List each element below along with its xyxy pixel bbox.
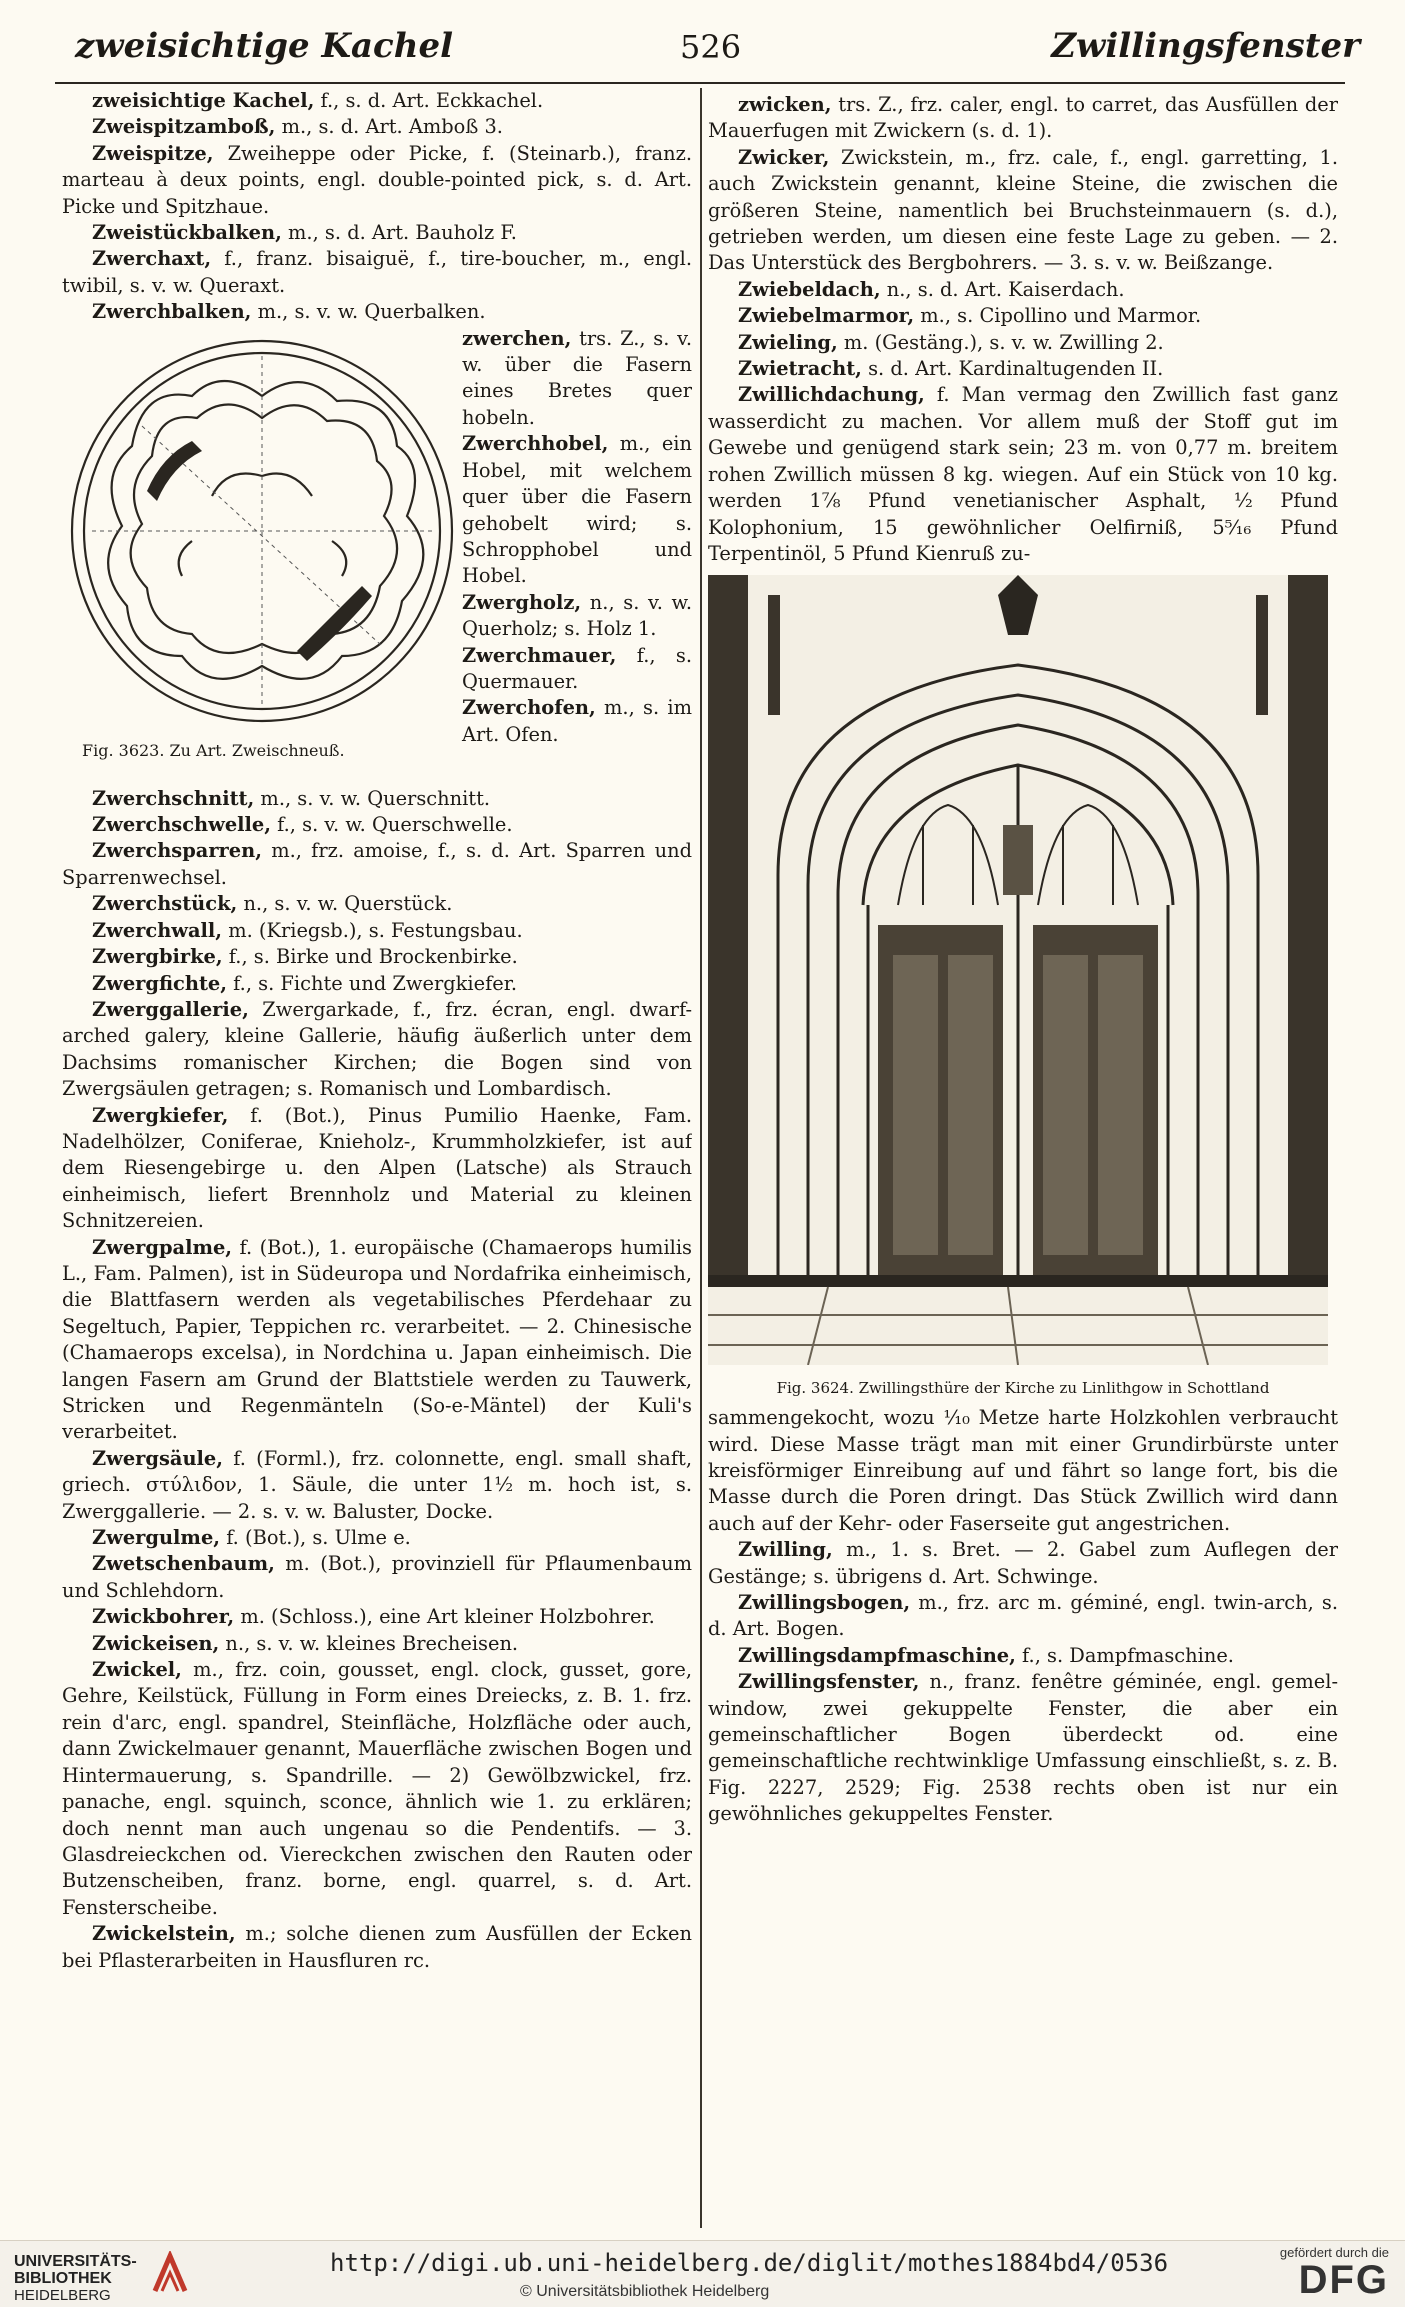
dictionary-entry <box>62 299 692 325</box>
entry-text: f., s. Fichte und Zwergkiefer. <box>227 971 518 995</box>
dictionary-entry <box>708 1405 1338 1537</box>
dictionary-entry <box>62 1446 692 1525</box>
entry-text: m., 1. s. Bret. — 2. Gabel zum Auflegen der Gestänge; s. übrigens d. Art. Schwinge. <box>708 1538 1338 1588</box>
twin-door-engraving <box>708 575 1328 1365</box>
entry-text: n., s. d. Art. Kaiserdach. <box>880 277 1125 301</box>
entry-text: n., franz. fenêtre géminée, engl. gemel-window, zwei gekuppelte Fenster, die aber ein gemeinschaftlicher Bogen überdeckt od. eine gemeinschaftliche rechtwinklige Umfassung einschließt, s. z. B. Fig. 2227, 2529; Fig. 2538 rechts oben ist nur ein gewöhnliches gekuppeltes Fenster. <box>708 1670 1338 1826</box>
entry-headword: Zwietracht, <box>738 357 862 381</box>
entry-headword: Zwetschenbaum, <box>92 1552 275 1576</box>
library-line-1: UNIVERSITÄTS- <box>14 2253 137 2270</box>
entry-headword: Zweistückbalken, <box>92 221 282 245</box>
entry-text: m., s. im Art. Ofen. <box>462 696 692 746</box>
entry-text: sammengekocht, wozu ¹⁄₁₀ Metze harte Holzkohlen verbraucht wird. Diese Masse trägt man mit einer Grundirbürste unter kreisförmiger Einreibung auf und fährt so lange fort, bis die Masse durch die Poren dringt. Das Stück Zwillich wird dann auch auf der Kehr- oder Faserseite gut angestrichen. <box>708 1406 1338 1535</box>
entry-text: n., s. v. w. Querstück. <box>237 892 453 916</box>
entry-headword: Zwiebeldach, <box>738 277 881 301</box>
entry-headword: Zwergsäule, <box>92 1446 223 1470</box>
dictionary-entry <box>708 1537 1338 1590</box>
entry-text: m., s. v. w. Querschnitt. <box>254 786 491 810</box>
dictionary-entry <box>62 891 692 917</box>
entry-headword: zwerchen, <box>462 326 572 350</box>
entry-headword: Zwerggallerie, <box>92 997 249 1021</box>
dictionary-entry <box>708 145 1338 277</box>
entry-text: m., frz. amoise, f., s. d. Art. Sparren und Sparrenwechsel. <box>62 839 692 889</box>
dictionary-entry <box>708 1643 1338 1669</box>
entry-headword: Zwergkiefer, <box>92 1103 229 1127</box>
entry-text: m. (Kriegsb.), s. Festungsbau. <box>222 918 523 942</box>
dictionary-entry <box>62 1103 692 1235</box>
entry-text: f. (Forml.), frz. colonnette, engl. small shaft, griech. στύλιδον, 1. Säule, die unter 1½ m. hoch ist, s. Zwerggallerie. — 2. s. v. w. Baluster, Docke. <box>62 1446 692 1523</box>
entry-headword: Zwiebelmarmor, <box>738 304 915 328</box>
library-name <box>14 2253 137 2304</box>
figure-3623-block <box>62 326 692 786</box>
dictionary-entry <box>62 1657 692 1921</box>
dictionary-entry <box>462 643 692 696</box>
entry-text: f., s. v. w. Querschwelle. <box>270 813 513 837</box>
right-column <box>708 92 1338 2192</box>
entry-text: m. (Gestäng.), s. v. w. Zwilling 2. <box>837 330 1164 354</box>
header-right: Zwillingsfenster <box>1051 26 1360 66</box>
header-rule <box>55 82 1345 84</box>
figure-3624-caption: Fig. 3624. Zwillingsthüre der Kirche zu Linlithgow in Schottland <box>776 1378 1270 1397</box>
digitization-footer <box>0 2240 1405 2307</box>
dictionary-entry <box>62 838 692 891</box>
entry-text: m., frz. arc m. géminé, engl. twin-arch, s. d. Art. Bogen. <box>708 1590 1338 1641</box>
figure-side-entries <box>462 326 692 749</box>
entry-headword: Zwergfichte, <box>92 971 228 995</box>
entry-text: m., s. d. Art. Amboß 3. <box>275 115 503 139</box>
dictionary-entry <box>462 326 692 432</box>
dictionary-entry <box>708 330 1338 356</box>
entry-headword: Zwerchschnitt, <box>92 786 255 810</box>
entry-text: m. (Schloss.), eine Art kleiner Holzbohrer. <box>234 1605 655 1629</box>
entry-text: m., s. v. w. Querbalken. <box>251 300 486 324</box>
dictionary-entry <box>708 277 1338 303</box>
dictionary-entry <box>708 382 1338 567</box>
dictionary-entry <box>62 1921 692 1974</box>
entry-text: f., s. Birke und Brockenbirke. <box>222 945 518 969</box>
page-number: 526 <box>680 28 742 66</box>
entry-headword: Zwergulme, <box>92 1526 221 1550</box>
entry-headword: Zwerchschwelle, <box>92 813 271 837</box>
running-header <box>70 20 1360 80</box>
entry-text: trs. Z., s. v. w. über die Fasern eines Bretes quer hobeln. <box>462 326 692 429</box>
entry-headword: Zwerchwall, <box>92 918 223 942</box>
dictionary-entry <box>62 1235 692 1446</box>
dictionary-entry <box>708 1669 1338 1827</box>
library-line-3: HEIDELBERG <box>14 2287 111 2304</box>
entry-text: m., s. Cipollino und Marmor. <box>914 304 1202 328</box>
dictionary-entry <box>62 220 692 246</box>
dictionary-entry <box>62 114 692 140</box>
dictionary-entry <box>62 141 692 220</box>
entry-text: trs. Z., frz. caler, engl. to carret, das Ausfüllen der Mauerfugen mit Zwickern (s. d. 1). <box>708 93 1338 143</box>
entry-headword: Zwillingsfenster, <box>738 1670 920 1694</box>
entry-headword: Zwillingsbogen, <box>738 1590 911 1614</box>
page-url[interactable]: http://digi.ub.uni-heidelberg.de/diglit/mothes1884bd4/0536 <box>330 2249 1169 2277</box>
entry-headword: Zwerchstück, <box>92 892 238 916</box>
figure-3623-caption: Fig. 3623. Zu Art. Zweischneuß. <box>82 740 345 760</box>
funded-by-text: gefördert durch die <box>1279 2245 1389 2260</box>
entry-text: n., s. v. w. kleines Brecheisen. <box>219 1631 519 1655</box>
entry-headword: Zweispitze, <box>92 141 214 165</box>
entry-text: Zwickstein, m., frz. cale, f., engl. garretting, 1. auch Zwickstein genannt, kleine Steine, die zwischen die größeren Steine, namentlich bei Bruchsteinmauern (s. d.), getrieben werden, um diesen eine feste Lage zu geben. — 2. Das Unterstück des Bergbohrers. — 3. s. v. w. Beißzange. <box>708 145 1338 275</box>
entry-headword: Zwerchaxt, <box>92 247 212 271</box>
entry-headword: Zwicker, <box>738 145 830 169</box>
header-left: zweisichtige Kachel <box>75 26 454 66</box>
dictionary-entry <box>62 1604 692 1630</box>
library-logo-icon <box>150 2251 190 2297</box>
entry-text: f., s. Quermauer. <box>462 643 692 693</box>
dictionary-entry <box>708 92 1338 145</box>
entry-text: f. (Bot.), Pinus Pumilio Haenke, Fam. Nadelhölzer, Coniferae, Knieholz-, Krummholzkiefer, ist auf dem Riesengebirge u. den Alpen (Latsche) als Strauch einheimisch, liefert Brennholz und Material zu kleinen Schnitzereien. <box>62 1103 692 1233</box>
entry-text: m., s. d. Art. Bauholz F. <box>281 221 517 245</box>
entry-headword: Zwillichdachung, <box>738 383 925 407</box>
dictionary-entry <box>62 1631 692 1657</box>
dictionary-entry <box>62 1551 692 1604</box>
entry-headword: Zwerchhobel, <box>462 432 609 456</box>
entry-headword: Zwerchofen, <box>462 696 596 720</box>
dictionary-entry <box>62 88 692 114</box>
entry-headword: Zwergholz, <box>462 590 582 614</box>
column-divider <box>700 88 702 2228</box>
dictionary-entry <box>62 812 692 838</box>
right-entries-bottom <box>708 1405 1338 1828</box>
trefoil-window-figure <box>62 326 482 766</box>
entry-headword: zweisichtige Kachel, <box>92 89 315 112</box>
entry-text: m., frz. coin, gousset, engl. clock, gusset, gore, Gehre, Keilstück, Füllung in Form eines Dreiecks, z. B. 1. frz. rein d'arc, engl. spandrel, Steinfläche, Holzfläche oder auch, dann Zwickelmauer genannt, Mauerfläche zwischen Bogen und Hintermauerung, s. Spandrille. — 2) Gewölbzwickel, frz. panache, engl. squinch, sconce, ähnlich wie 1. zu erklären; doch nennt man auch ungenau so die Pendentifs. — 3. Glasdreieckchen od. Viereckchen zwischen den Rauten oder Butzenscheiben, franz. borne, engl. quarrel, s. d. Art. Fensterscheibe. <box>62 1658 692 1919</box>
dictionary-entry <box>62 246 692 299</box>
dictionary-entry <box>462 590 692 643</box>
entry-headword: Zwickeisen, <box>92 1631 220 1655</box>
entry-text: f., franz. bisaiguë, f., tire-boucher, m., engl. twibil, s. v. w. Queraxt. <box>62 247 692 297</box>
dictionary-entry <box>708 356 1338 382</box>
entry-text: Zwergarkade, f., frz. écran, engl. dwarf-arched galery, kleine Gallerie, häufig äußerlich unter dem Dachsims romanischer Kirchen; die Bogen sind von Zwergsäulen getragen; s. Romanisch und Lombardisch. <box>62 997 692 1101</box>
dfg-logo <box>1280 2245 1389 2300</box>
entry-headword: Zwilling, <box>738 1538 833 1562</box>
entry-headword: Zwickel, <box>92 1658 182 1682</box>
dictionary-entry <box>462 695 692 748</box>
entry-headword: Zwerchsparren, <box>92 839 262 863</box>
entry-text: m. (Bot.), provinziell für Pflaumenbaum und Schlehdorn. <box>62 1552 692 1602</box>
dictionary-entry <box>62 786 692 812</box>
entry-headword: Zwickelstein, <box>92 1922 236 1946</box>
entry-text: f. (Bot.), s. Ulme e. <box>220 1526 411 1550</box>
dictionary-entry <box>62 997 692 1103</box>
left-entries-bottom <box>62 786 692 1974</box>
entry-headword: Zwieling, <box>738 330 838 354</box>
entry-text: s. d. Art. Kardinaltugenden II. <box>861 357 1164 381</box>
entry-headword: zwicken, <box>738 93 832 116</box>
left-column <box>62 88 692 2228</box>
dictionary-entry <box>62 971 692 997</box>
entry-headword: Zwillingsdampfmaschine, <box>738 1643 1016 1667</box>
entry-text: m., ein Hobel, mit welchem quer über die Fasern gehobelt wird; s. Schropphobel und Hobel. <box>462 432 692 588</box>
entry-headword: Zwergpalme, <box>92 1235 233 1259</box>
dictionary-entry <box>62 1525 692 1551</box>
entry-headword: Zwerchbalken, <box>92 300 252 324</box>
entry-headword: Zwergbirke, <box>92 945 223 969</box>
dictionary-entry <box>708 1590 1338 1643</box>
entry-text: f., s. d. Art. Eckkachel. <box>314 89 544 112</box>
entry-headword: Zwerchmauer, <box>462 643 617 667</box>
entry-text: f., s. Dampfmaschine. <box>1015 1643 1234 1667</box>
dictionary-entry <box>62 918 692 944</box>
dfg-wordmark: DFG <box>1298 2258 1389 2302</box>
entry-text: m.; solche dienen zum Ausfüllen der Ecken bei Pflasterarbeiten in Hausfluren rc. <box>62 1922 692 1972</box>
dictionary-entry <box>62 944 692 970</box>
dictionary-entry <box>462 431 692 589</box>
entry-text: n., s. v. w. Querholz; s. Holz 1. <box>462 590 692 641</box>
entry-headword: Zwickbohrer, <box>92 1605 235 1629</box>
entry-text: f. Man vermag den Zwillich fast ganz wasserdicht zu machen. Vor allem muß der Stoff gut im Gewebe und genügend stark sein; 23 m. von 0,77 m. breitem rohen Zwillich müssen 8 kg. wiegen. Auf ein Stück von 10 kg. werden 1⅞ Pfund venetianischer Asphalt, ½ Pfund Kolophonium, 15 gewöhnlicher Oelfirniß, 5⁵⁄₁₆ Pfund Terpentinöl, 5 Pfund Kienruß zu- <box>708 383 1338 565</box>
entry-text: Zweiheppe oder Picke, f. (Steinarb.), franz. marteau à deux points, engl. double-pointed pick, s. d. Art. Picke und Spitzhaue. <box>62 141 692 218</box>
right-entries-top <box>708 92 1338 567</box>
entry-headword: Zweispitzamboß, <box>92 115 276 139</box>
dictionary-entry <box>708 303 1338 329</box>
copyright-notice: © Universitätsbibliothek Heidelberg <box>520 2283 770 2300</box>
library-line-2: BIBLIOTHEK <box>14 2270 112 2287</box>
entry-text: f. (Bot.), 1. europäische (Chamaerops humilis L., Fam. Palmen), ist in Südeuropa und Nordafrika einheimisch, die Blattfasern werden als vegetabilisches Pferdehaar zu Segeltuch, Papier, Teppichen rc. verarbeitet. — 2. Chinesische (Chamaerops excelsa), in Nordchina u. Japan einheimisch. Die langen Fasern am Grund der Blattstiele werden zu Tauwerk, Stricken und Regenmänteln (So-e-Mäntel) der Kuli's verarbeitet. <box>62 1235 692 1444</box>
left-entries-top <box>62 88 692 326</box>
